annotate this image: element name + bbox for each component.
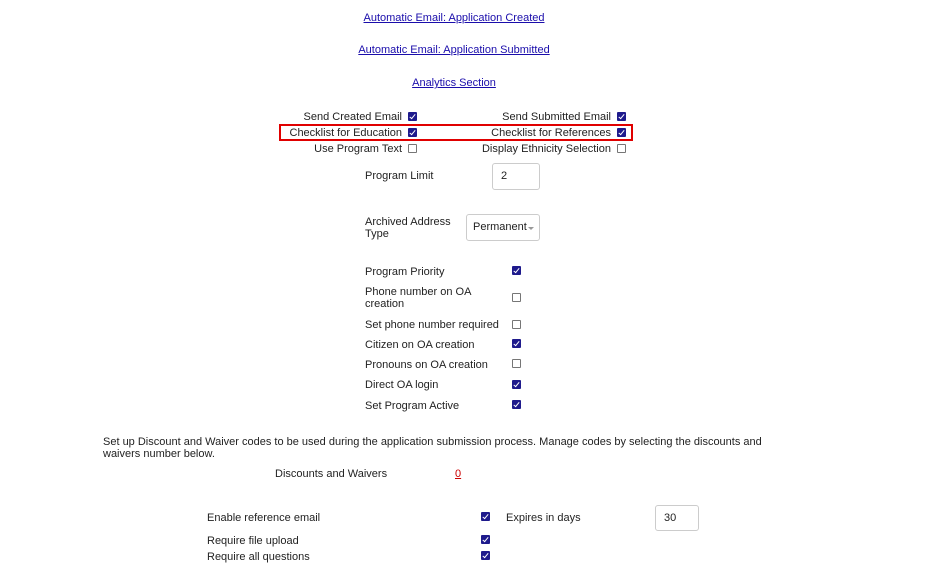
program-priority-label: Program Priority <box>365 266 445 278</box>
archived-address-type-value: Permanent <box>473 221 527 233</box>
checklist-education-checkbox[interactable] <box>408 128 417 137</box>
discounts-description <box>103 436 823 460</box>
send-created-email-label: Send Created Email <box>303 111 402 123</box>
send-created-email-checkbox[interactable] <box>408 112 417 121</box>
automatic-email-submitted-link[interactable]: Automatic Email: Application Submitted <box>358 44 550 56</box>
checklist-references-label: Checklist for References <box>491 127 611 139</box>
archived-address-type-label-line2: Type <box>365 228 389 240</box>
program-limit-input[interactable]: 2 <box>492 163 540 190</box>
enable-reference-email-label: Enable reference email <box>207 512 321 524</box>
require-file-upload-label: Require file upload <box>207 535 299 547</box>
send-submitted-email-checkbox[interactable] <box>617 112 626 121</box>
analytics-section-link[interactable]: Analytics Section <box>412 77 496 89</box>
direct-oa-login-checkbox[interactable] <box>512 380 521 389</box>
archived-address-type-label-line1: Archived Address <box>365 216 451 228</box>
program-limit-label: Program Limit <box>365 170 434 182</box>
archived-address-type-select[interactable] <box>466 214 540 241</box>
citizen-oa-label: Citizen on OA creation <box>365 339 475 351</box>
phone-number-oa-label-line2: creation <box>365 298 405 310</box>
require-file-upload-checkbox[interactable] <box>481 535 490 544</box>
set-phone-required-checkbox[interactable] <box>512 320 521 329</box>
phone-number-oa-checkbox[interactable] <box>512 293 521 302</box>
phone-number-oa-label-line1: Phone number on OA <box>365 286 472 298</box>
expires-in-days-label: Expires in days <box>506 512 581 524</box>
phone-number-oa-label <box>365 286 471 310</box>
set-program-active-checkbox[interactable] <box>512 400 521 409</box>
checklist-references-checkbox[interactable] <box>617 128 626 137</box>
set-program-active-label: Set Program Active <box>365 400 460 412</box>
enable-reference-email-checkbox[interactable] <box>481 512 490 521</box>
discounts-description-line1: Set up Discount and Waiver codes to be used during the application submission process. Manage codes by selecting the discounts and <box>103 436 762 448</box>
pronouns-oa-label: Pronouns on OA creation <box>365 359 488 371</box>
discounts-waivers-label: Discounts and Waivers <box>275 468 388 480</box>
citizen-oa-checkbox[interactable] <box>512 339 521 348</box>
pronouns-oa-checkbox[interactable] <box>512 359 521 368</box>
archived-address-type-label <box>365 216 451 240</box>
discounts-description-line2: waivers number below. <box>103 448 215 460</box>
set-phone-required-label: Set phone number required <box>365 319 499 331</box>
display-ethnicity-label: Display Ethnicity Selection <box>481 143 611 155</box>
use-program-text-label: Use Program Text <box>314 143 402 155</box>
program-priority-checkbox[interactable] <box>512 266 521 275</box>
discounts-waivers-count-link[interactable]: 0 <box>455 468 462 480</box>
automatic-email-created-link[interactable]: Automatic Email: Application Created <box>363 12 545 24</box>
use-program-text-checkbox[interactable] <box>408 144 417 153</box>
display-ethnicity-checkbox[interactable] <box>617 144 626 153</box>
require-all-questions-checkbox[interactable] <box>481 551 490 560</box>
require-all-questions-label: Require all questions <box>207 551 310 563</box>
send-submitted-email-label: Send Submitted Email <box>502 111 611 123</box>
checklist-education-label: Checklist for Education <box>289 127 402 139</box>
direct-oa-login-label: Direct OA login <box>365 379 439 391</box>
expires-in-days-input[interactable]: 30 <box>655 505 699 531</box>
chevron-down-icon <box>528 227 534 230</box>
